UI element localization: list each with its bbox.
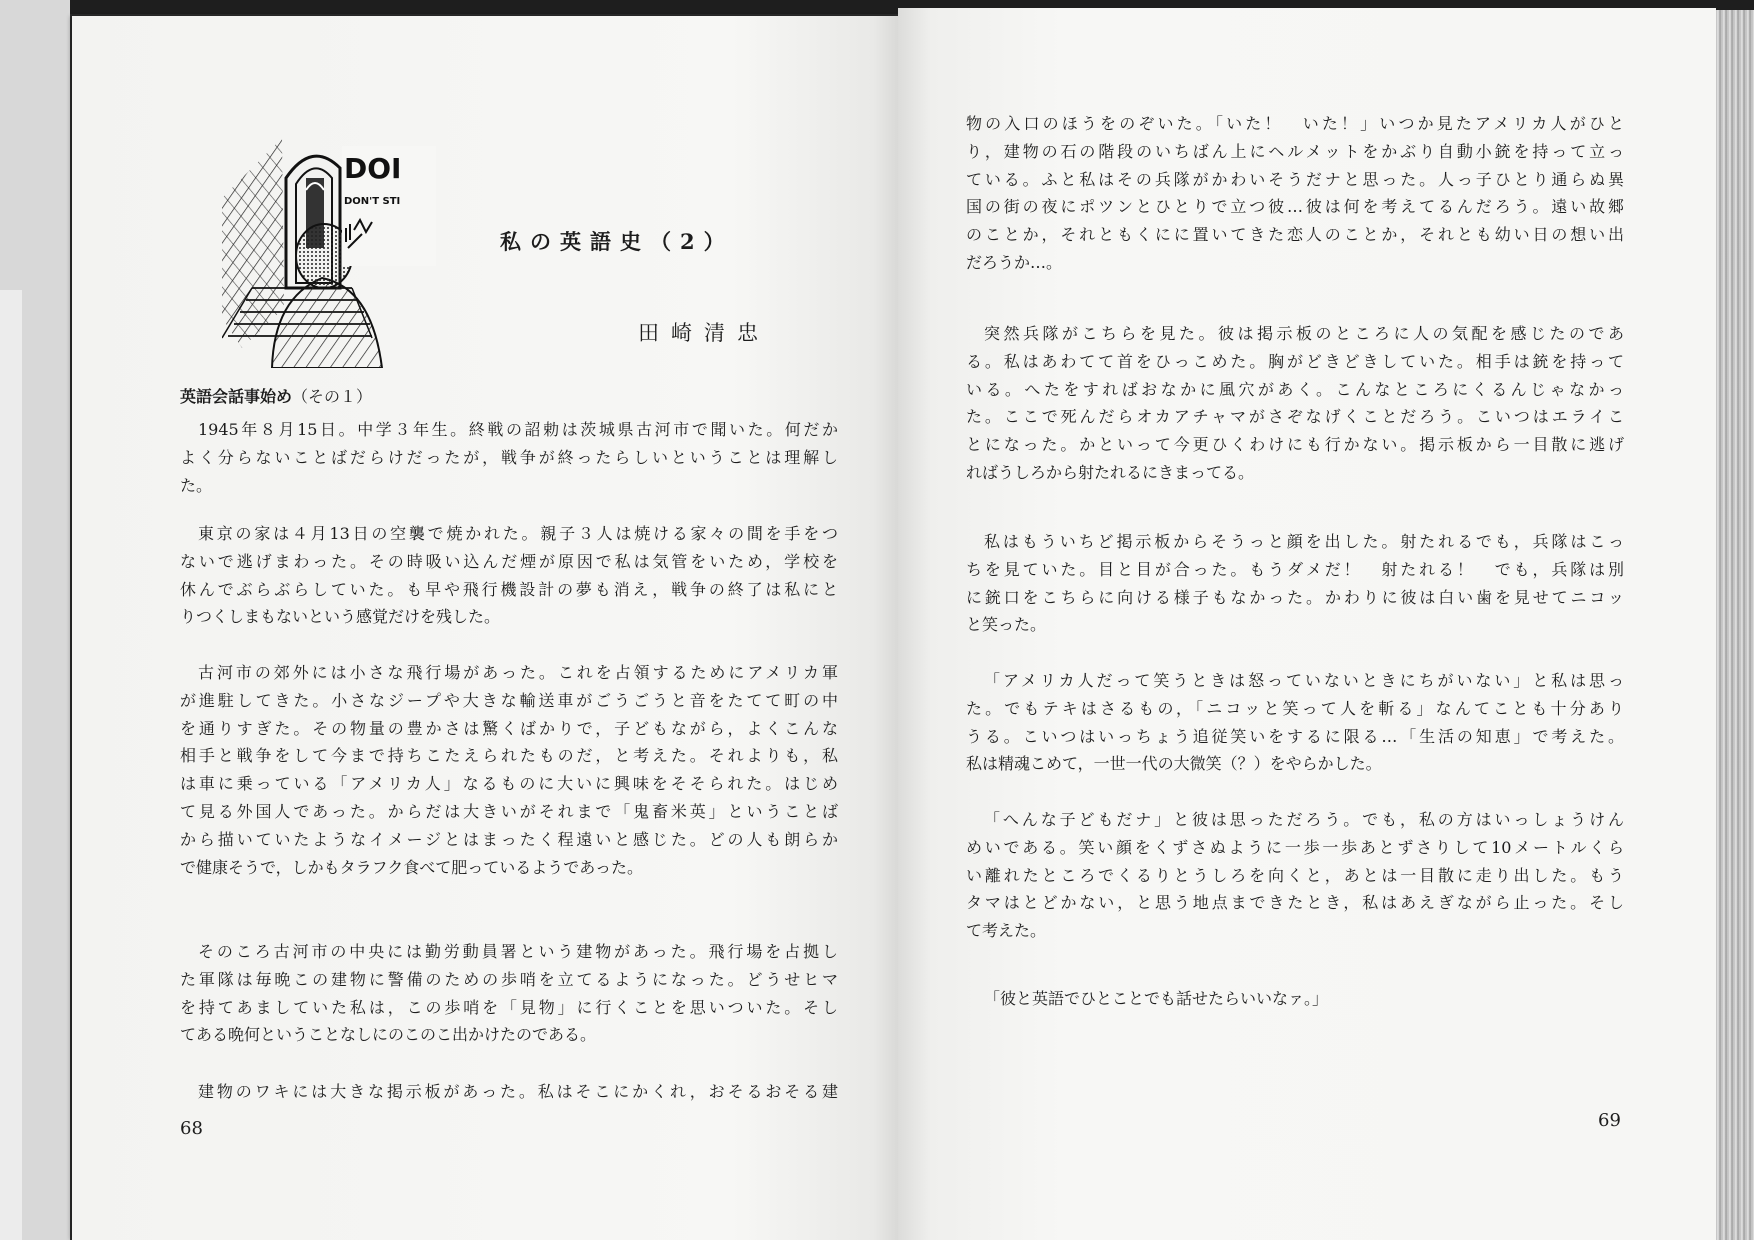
text-line: は車に乗っている「アメリカ人」なるものに大いに興味をそそられた。はじめ bbox=[180, 774, 838, 794]
text-line: とになった。かといって今更ひくわけにも行かない。掲示板から一目散に逃げ bbox=[966, 435, 1624, 455]
text-line: に銃口をこちらに向ける様子もなかった。かわりに彼は白い歯を見せてニコッ bbox=[966, 587, 1624, 607]
illustration-soldier-doorway bbox=[222, 138, 438, 368]
page-number-left: 68 bbox=[180, 1118, 203, 1139]
page-stack-edges bbox=[1716, 10, 1754, 1240]
left-paragraph-2 bbox=[180, 520, 838, 631]
text-line: て見る外国人であった。からだは大きいがそれまで「鬼畜米英」ということば bbox=[180, 801, 838, 821]
section-heading bbox=[180, 384, 372, 407]
left-paragraph-4 bbox=[180, 938, 838, 1049]
text-line: タマはとどかない，と思う地点まできたとき，私はあえぎながら止った。そし bbox=[966, 893, 1624, 913]
text-line: 突然兵隊がこちらを見た。彼は掲示板のところに人の気配を感じたのであ bbox=[984, 324, 1624, 343]
text-line: 休んでぶらぶらしていた。も早や飛行機設計の夢も消え，戦争の終了は私にと bbox=[180, 579, 838, 599]
text-line: 「彼と英語でひとことでも話せたらいいなァ。」 bbox=[984, 989, 1329, 1008]
section-heading-sub: （その１） bbox=[292, 387, 373, 406]
text-line: りつくしまもないという感覚だけを残した。 bbox=[180, 607, 501, 627]
text-line: ればうしろから射たれるにきまってる。 bbox=[966, 462, 1255, 482]
text-line: で健康そうで，しかもタラフク食べて肥っているようであった。 bbox=[180, 857, 644, 877]
text-line: い離れたところでくるりとうしろを向くと，あとは一目散に走り出した。もう bbox=[966, 865, 1624, 885]
text-line: た。 bbox=[180, 475, 213, 495]
text-line: てある晩何ということなしにのこのこ出かけたのである。 bbox=[180, 1025, 597, 1045]
text-line: だろうか…。 bbox=[966, 252, 1063, 272]
text-line: そのころ古河市の中央には勤労動員署という建物があった。飛行場を占拠し bbox=[198, 942, 838, 961]
text-line: から描いていたようなイメージとはまったく程遠いと感じた。どの人も朗らか bbox=[180, 829, 838, 849]
right-paragraph-2 bbox=[966, 320, 1624, 487]
text-line: いる。へたをすればおなかに風穴があく。こんなところにくるんじゃなかっ bbox=[966, 379, 1624, 399]
sign-text-1: DOI bbox=[344, 152, 402, 185]
left-paragraph-5 bbox=[180, 1078, 838, 1106]
right-paragraph-5 bbox=[966, 806, 1624, 945]
text-line: よく分らないことばだらけだったが，戦争が終ったらしいということは理解し bbox=[180, 447, 838, 467]
page-number-right: 69 bbox=[1598, 1110, 1621, 1131]
text-line: 相手と戦争をして今まで持ちこたえられたものだ，と考えた。それよりも，私 bbox=[180, 746, 838, 766]
text-line: 古河市の郊外には小さな飛行場があった。これを占領するためにアメリカ軍 bbox=[198, 663, 838, 682]
left-paragraph-3 bbox=[180, 659, 838, 881]
right-paragraph-6 bbox=[966, 985, 1624, 1013]
text-line: り，建物の石の階段のいちばん上にヘルメットをかぶり自動小銃を持って立っ bbox=[966, 141, 1624, 161]
text-line: 私はもういちど掲示板からそうっと顔を出した。射たれるでも，兵隊はこっ bbox=[984, 532, 1624, 551]
text-line: うる。こいつはいっちょう追従笑いをするに限る…「生活の知恵」で考えた。 bbox=[966, 726, 1624, 746]
text-line: 1945年８月15日。中学３年生。終戦の詔勅は茨城県古河市で聞いた。何だか bbox=[198, 420, 838, 439]
sign-text-2: DON'T STI bbox=[344, 196, 401, 207]
text-line: た軍隊は毎晩この建物に警備のための歩哨を立てるようになった。どうせヒマ bbox=[180, 969, 838, 989]
text-line: た。でもテキはさるもの，「ニコッと笑って人を斬る」なんてことも十分あり bbox=[966, 698, 1624, 718]
article-author: 田崎清忠 bbox=[638, 321, 770, 345]
right-paragraph-3 bbox=[966, 528, 1624, 639]
right-paragraph-4 bbox=[966, 667, 1624, 778]
text-line: る。私はあわてて首をひっこめた。胸がどきどきしていた。相手は銃を持って bbox=[966, 351, 1624, 371]
book-cover-edge-lower bbox=[0, 290, 22, 1240]
text-line: 東京の家は４月13日の空襲で焼かれた。親子３人は焼ける家々の間を手をつ bbox=[198, 524, 838, 543]
text-line: 建物のワキには大きな掲示板があった。私はそこにかくれ，おそるおそる建 bbox=[198, 1082, 838, 1101]
text-line: を持てあましていた私は，この歩哨を「見物」に行くことを思いついた。そし bbox=[180, 997, 838, 1017]
article-title: 私の英語史（2） bbox=[500, 229, 734, 254]
section-heading-main: 英語会話事始め bbox=[180, 387, 293, 406]
text-line: めいである。笑い顔をくずさぬように一歩一歩あとずさりして10メートルくら bbox=[966, 837, 1624, 857]
text-line: 国の街の夜にポツンとひとりで立つ彼…彼は何を考えてるんだろう。遠い故郷 bbox=[966, 197, 1624, 217]
text-line: て考えた。 bbox=[966, 921, 1047, 941]
text-line: た。ここで死んだらオカアチャマがさぞなげくことだろう。こいつはエライこ bbox=[966, 407, 1624, 427]
text-line: ている。ふと私はその兵隊がかわいそうだナと思った。人っ子ひとり通らぬ異 bbox=[966, 169, 1624, 189]
text-line: ちを見ていた。目と目が合った。もうダメだ！ 射たれる！ でも，兵隊は別 bbox=[966, 559, 1624, 579]
right-paragraph-1 bbox=[966, 110, 1624, 277]
text-line: が進駐してきた。小さなジープや大きな輸送車がごうごうと音をたてて町の中 bbox=[180, 690, 838, 710]
text-line: 「へんな子どもだナ」と彼は思っただろう。でも，私の方はいっしょうけん bbox=[984, 810, 1624, 829]
text-line: 物の入口のほうをのぞいた。「いた！ いた！」いつか見たアメリカ人がひと bbox=[966, 114, 1624, 133]
text-line: のことか，それともくにに置いてきた恋人のことか，それとも幼い日の想い出 bbox=[966, 225, 1624, 245]
text-line: と笑った。 bbox=[966, 615, 1047, 635]
text-line: を通りすぎた。その物量の豊かさは驚くばかりで，子どもながら，よくこんな bbox=[180, 718, 838, 738]
text-line: ないで逃げまわった。その時吸い込んだ煙が原因で私は気管をいため，学校を bbox=[180, 551, 838, 571]
left-paragraph-1 bbox=[180, 416, 838, 499]
text-line: 「アメリカ人だって笑うときは怒っていないときにちがいない」と私は思っ bbox=[984, 671, 1624, 690]
text-line: 私は精魂こめて，一世一代の大微笑（？）をやらかした。 bbox=[966, 754, 1382, 774]
